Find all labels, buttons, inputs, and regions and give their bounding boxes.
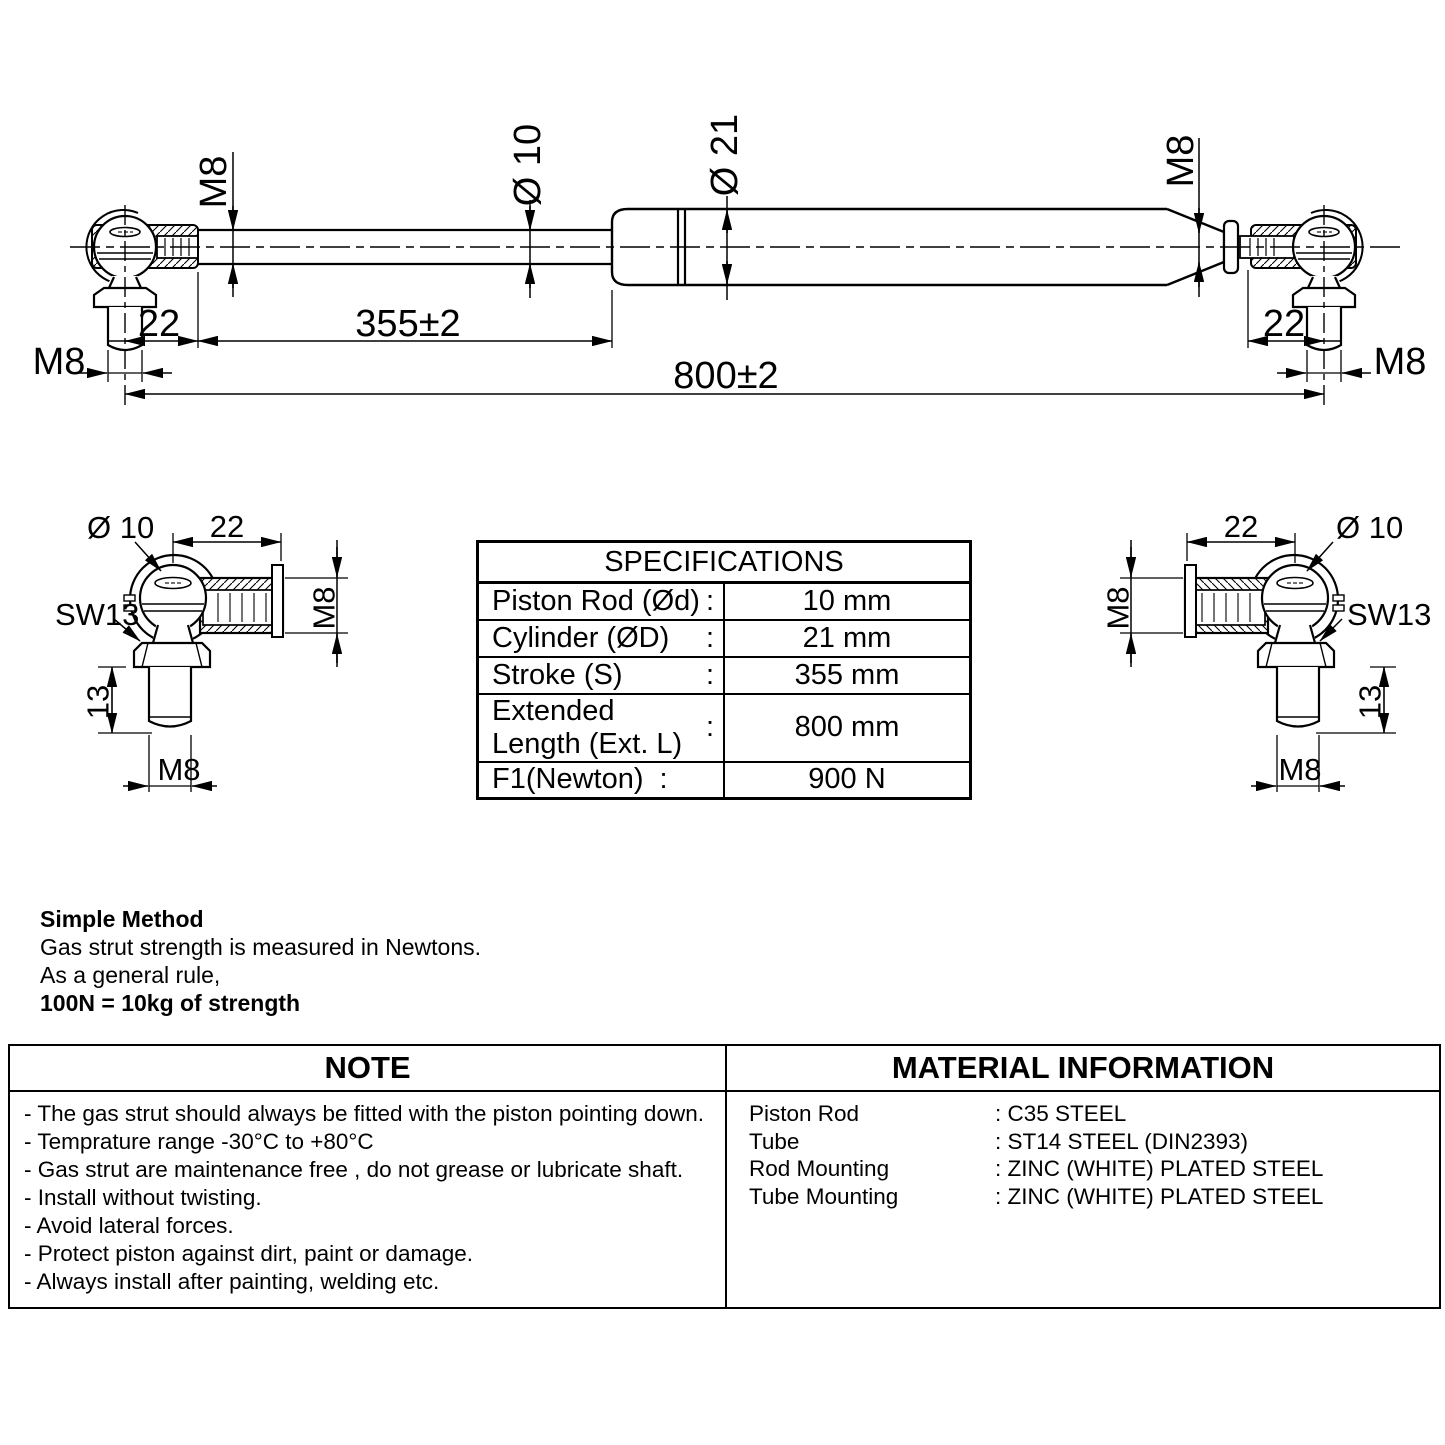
- detail-left-thread: M8: [306, 586, 342, 630]
- detail-right-thread: M8: [1100, 586, 1136, 630]
- detail-right-ball-diameter: Ø 10: [1336, 510, 1404, 545]
- spec-colon: :: [659, 763, 668, 796]
- specifications-table: [476, 540, 972, 800]
- material-row: [749, 1155, 1429, 1183]
- material-header: MATERIAL INFORMATION: [725, 1046, 1439, 1092]
- simple-method-line2: As a general rule,: [40, 962, 221, 988]
- material-value: : C35 STEEL: [995, 1101, 1127, 1126]
- spec-colon: :: [705, 584, 714, 617]
- note-item: - Always install after painting, welding etc.: [24, 1269, 440, 1294]
- dim-socket-right-len: 22: [1262, 303, 1306, 345]
- spec-title: SPECIFICATIONS: [478, 542, 971, 583]
- spec-label: F1(Newton): [492, 763, 644, 796]
- dim-stud-thread-left: M8: [32, 341, 86, 383]
- detail-left-stud-len: 13: [80, 684, 116, 720]
- detail-right-stud-len: 13: [1352, 684, 1388, 720]
- simple-method-line1: Gas strut strength is measured in Newtons.: [40, 934, 482, 960]
- end-fitting-detail-right: [1048, 495, 1432, 835]
- spec-label: Stroke (S): [492, 658, 623, 691]
- spec-value: 900 N: [724, 762, 971, 799]
- spec-value: 355 mm: [724, 657, 971, 694]
- material-row: [749, 1100, 1429, 1128]
- material-body: [725, 1092, 1439, 1307]
- material-row: [749, 1128, 1429, 1156]
- spec-row-cylinder: [478, 620, 971, 657]
- dim-cylinder-diameter: Ø 21: [704, 113, 746, 197]
- spec-row-piston-rod: [478, 583, 971, 620]
- note-item: - Avoid lateral forces.: [24, 1213, 234, 1238]
- material-row: [749, 1183, 1429, 1211]
- simple-method-bold-line: 100N = 10kg of strength: [40, 990, 301, 1016]
- simple-method-block: [40, 905, 481, 1017]
- dim-socket-left-len: 22: [137, 303, 181, 345]
- note-item: - Install without twisting.: [24, 1185, 262, 1210]
- spec-row-stroke: [478, 657, 971, 694]
- dim-rod-diameter: Ø 10: [507, 123, 549, 207]
- note-item: - Gas strut are maintenance free , do not grease or lubricate shaft.: [24, 1157, 684, 1182]
- material-value: : ZINC (WHITE) PLATED STEEL: [995, 1183, 1324, 1209]
- material-value: : ZINC (WHITE) PLATED STEEL: [995, 1156, 1324, 1181]
- spec-colon: :: [705, 711, 714, 743]
- material-label: Piston Rod: [749, 1101, 860, 1126]
- spec-value: 21 mm: [724, 620, 971, 657]
- dim-stroke-len: 355±2: [355, 303, 461, 345]
- spec-label: Piston Rod (Ød): [492, 584, 700, 617]
- dim-thread-rod-right: M8: [1160, 134, 1202, 188]
- spec-colon: :: [705, 621, 714, 654]
- detail-right-wrench-size: SW13: [1347, 597, 1432, 632]
- note-body: [10, 1092, 725, 1307]
- dim-thread-rod-left: M8: [193, 155, 235, 209]
- note-item: - The gas strut should always be fitted with the piston pointing down.: [24, 1101, 704, 1126]
- detail-right-socket-len: 22: [1223, 509, 1259, 544]
- note-header: NOTE: [10, 1046, 725, 1092]
- spec-colon: :: [705, 658, 714, 691]
- spec-value: 800 mm: [724, 694, 971, 762]
- detail-right-stud-thread: M8: [1278, 752, 1322, 787]
- note-item: - Temprature range -30°C to +80°C: [24, 1129, 374, 1154]
- gas-strut-main-drawing: [0, 0, 1445, 460]
- material-label: Tube: [749, 1128, 800, 1154]
- detail-left-socket-len: 22: [209, 509, 245, 544]
- detail-left-stud-thread: M8: [157, 752, 201, 787]
- spec-label: Extended Length (Ext. L): [492, 694, 683, 760]
- dim-stud-thread-right: M8: [1373, 341, 1427, 383]
- material-label: Rod Mounting: [749, 1156, 890, 1181]
- spec-row-extended-length: [478, 694, 971, 762]
- end-fitting-detail-left: [40, 495, 420, 835]
- spec-value: 10 mm: [724, 583, 971, 620]
- note-material-table: [8, 1044, 1441, 1309]
- material-value: : ST14 STEEL (DIN2393): [995, 1128, 1249, 1154]
- spec-row-f1-newton: [478, 762, 971, 799]
- detail-left-wrench-size: SW13: [55, 597, 140, 632]
- material-label: Tube Mounting: [749, 1183, 899, 1209]
- simple-method-heading: Simple Method: [40, 906, 204, 932]
- dim-extended-len: 800±2: [673, 355, 779, 397]
- detail-left-ball-diameter: Ø 10: [87, 510, 155, 545]
- spec-label: Cylinder (ØD): [492, 621, 670, 654]
- note-item: - Protect piston against dirt, paint or damage.: [24, 1241, 473, 1266]
